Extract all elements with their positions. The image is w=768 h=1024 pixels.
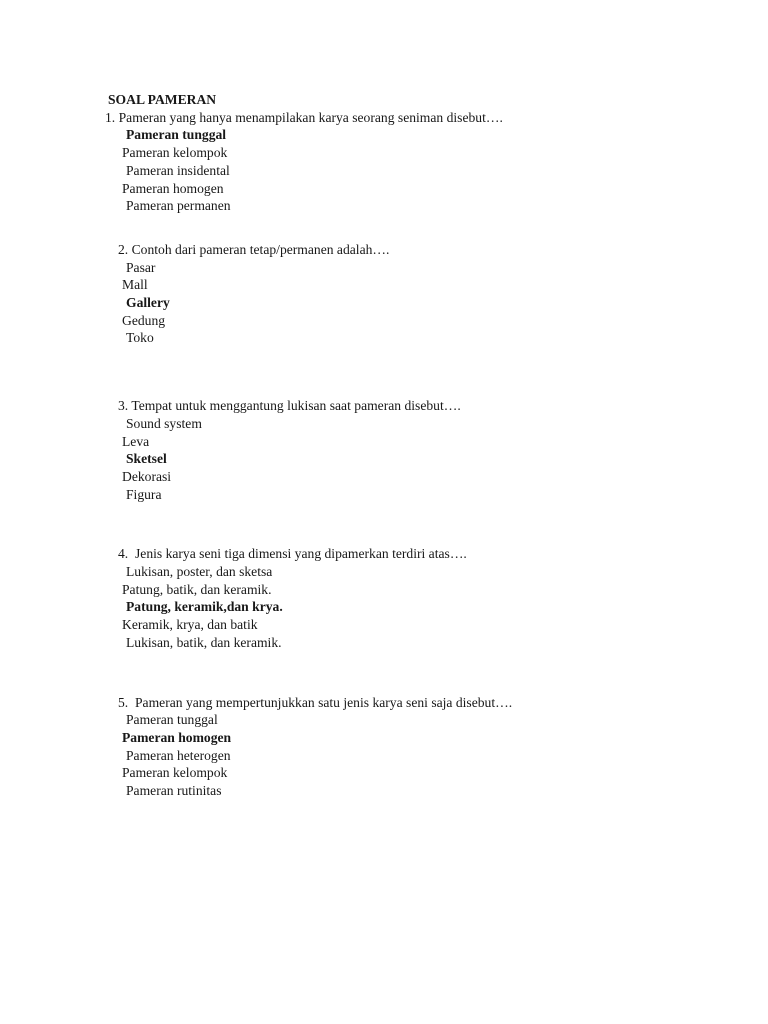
answer-option: Pameran insidental [126, 162, 230, 178]
question-block-4 [0, 545, 768, 651]
answer-option: Mall [122, 277, 148, 293]
answer-option: Pameran homogen [122, 180, 224, 196]
answer-option: Pameran kelompok [122, 765, 228, 781]
question-text: 5. Pameran yang mempertunjukkan satu jenis karya seni saja disebut…. [118, 694, 513, 710]
question-text: 2. Contoh dari pameran tetap/permanen adalah…. [118, 241, 390, 257]
answer-option: Patung, batik, dan keramik. [122, 581, 272, 597]
question-text: 4. Jenis karya seni tiga dimensi yang dipamerkan terdiri atas…. [118, 546, 467, 562]
options-list [0, 563, 768, 652]
answer-option: Leva [122, 433, 150, 449]
question-block-2 [0, 241, 768, 347]
answer-option: Pasar [126, 259, 156, 275]
answer-option: Lukisan, batik, dan keramik. [126, 634, 282, 650]
answer-option: Figura [126, 486, 162, 502]
correct-answer-option: Pameran homogen [122, 729, 232, 745]
answer-option: Pameran heterogen [126, 747, 231, 763]
answer-option: Dekorasi [122, 468, 172, 484]
answer-option: Pameran tunggal [126, 712, 218, 728]
options-list [0, 415, 768, 504]
question-block-3 [0, 397, 768, 503]
correct-answer-option: Gallery [126, 295, 170, 311]
answer-option: Pameran kelompok [122, 145, 228, 161]
options-list [0, 126, 768, 215]
answer-option: Lukisan, poster, dan sketsa [126, 564, 273, 580]
answer-option: Sound system [126, 415, 202, 431]
options-list [0, 711, 768, 800]
question-block-5 [0, 694, 768, 800]
answer-option: Pameran permanen [126, 198, 231, 214]
question-block-1 [0, 109, 768, 215]
page-title: SOAL PAMERAN [108, 92, 217, 107]
answer-option: Gedung [122, 312, 166, 328]
answer-option: Toko [126, 330, 154, 346]
correct-answer-option: Pameran tunggal [126, 127, 227, 143]
answer-option: Pameran rutinitas [126, 783, 222, 799]
correct-answer-option: Sketsel [126, 451, 167, 467]
answer-option: Keramik, krya, dan batik [122, 617, 258, 633]
correct-answer-option: Patung, keramik,dan krya. [126, 599, 283, 615]
options-list [0, 259, 768, 348]
question-text: 1. Pameran yang hanya menampilakan karya seorang seniman disebut…. [105, 109, 503, 125]
question-text: 3. Tempat untuk menggantung lukisan saat pameran disebut…. [118, 398, 461, 414]
